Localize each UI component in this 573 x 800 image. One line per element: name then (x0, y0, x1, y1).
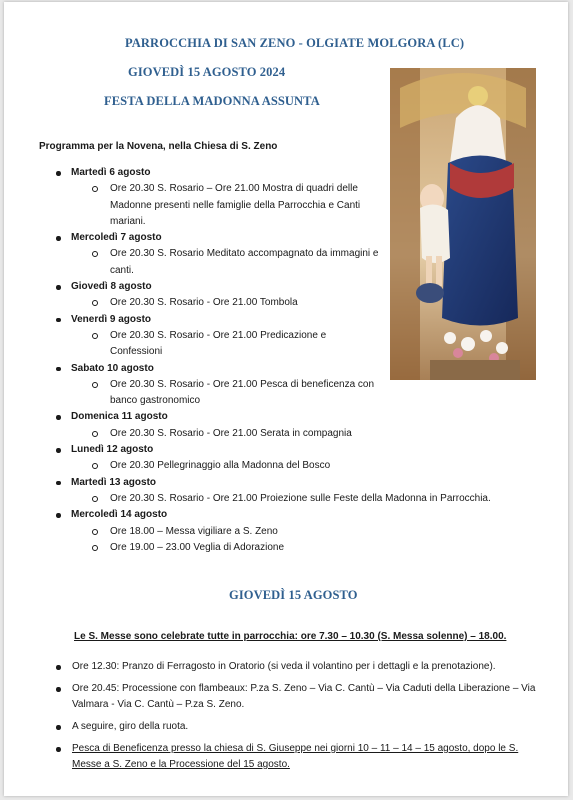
novena-day (56, 409, 526, 442)
novena-day (56, 475, 526, 508)
list-item: Pesca di Beneficenza presso la chiesa di S. Giuseppe nei giorni 10 – 11 – 14 – 15 agosto, dopo le S. Messe a S. Zeno e la Processione del 15 agosto. (56, 741, 546, 773)
novena-event: Ore 20.30 S. Rosario - Ore 21.00 Predicazione e Confessioni (56, 328, 370, 361)
novena-day (56, 507, 526, 556)
novena-list (56, 165, 526, 556)
novena-event: Ore 19.00 – 23.00 Veglia di Adorazione (56, 540, 526, 556)
novena-day (56, 442, 526, 475)
novena-day (56, 312, 526, 361)
masses-schedule: Le S. Messe sono celebrate tutte in parrocchia: ore 7.30 – 10.30 (S. Messa solenne) – 18.00. (74, 631, 507, 642)
novena-event: Ore 20.30 S. Rosario Meditato accompagnato da immagini e canti. (56, 246, 380, 279)
novena-day-label: Lunedì 12 agosto (56, 442, 526, 458)
novena-event: Ore 20.30 S. Rosario - Ore 21.00 Pesca di beneficenza con banco gastronomico (56, 377, 385, 410)
novena-day-label: Sabato 10 agosto (56, 361, 526, 377)
feast-heading: FESTA DELLA MADONNA ASSUNTA (104, 94, 320, 108)
novena-day-label: Domenica 11 agosto (56, 409, 526, 425)
novena-day (56, 279, 526, 312)
novena-event: Ore 20.30 S. Rosario - Ore 21.00 Serata in compagnia (56, 426, 526, 442)
novena-day (56, 230, 526, 279)
novena-day-label: Martedì 6 agosto (56, 165, 526, 181)
list-item: Ore 20.45: Processione con flambeaux: P.za S. Zeno – Via C. Cantù – Via Caduti della Liberazione – Via Valmara - Via C. Cantù – P.za S. Zeno. (56, 681, 546, 713)
novena-intro: Programma per la Novena, nella Chiesa di S. Zeno (39, 141, 278, 152)
list-item: Ore 12.30: Pranzo di Ferragosto in Oratorio (si veda il volantino per i dettagli e la prenotazione). (56, 659, 546, 675)
novena-event: Ore 20.30 Pellegrinaggio alla Madonna del Bosco (56, 458, 526, 474)
novena-day (56, 165, 526, 230)
date-heading: GIOVEDÌ 15 AGOSTO 2024 (128, 65, 286, 79)
novena-day-label: Giovedì 8 agosto (56, 279, 526, 295)
novena-day-label: Martedì 13 agosto (56, 475, 526, 491)
novena-event: Ore 20.30 S. Rosario - Ore 21.00 Proiezione sulle Feste della Madonna in Parrocchia. (56, 491, 526, 507)
novena-day-label: Mercoledì 14 agosto (56, 507, 526, 523)
feast-day-heading: GIOVEDÌ 15 AGOSTO (229, 588, 358, 602)
novena-day (56, 361, 526, 410)
list-item: A seguire, giro della ruota. (56, 719, 546, 735)
novena-event: Ore 20.30 S. Rosario - Ore 21.00 Tombola (56, 295, 385, 311)
novena-event: Ore 20.30 S. Rosario – Ore 21.00 Mostra di quadri delle Madonne presenti nelle famiglie della Parrocchia e Canti mariani. (56, 181, 385, 230)
novena-day-label: Mercoledì 7 agosto (56, 230, 526, 246)
flyer-page (4, 2, 568, 796)
feast-day-list (56, 659, 546, 779)
parish-heading: PARROCCHIA DI SAN ZENO - OLGIATE MOLGORA (LC) (125, 36, 465, 50)
novena-event: Ore 18.00 – Messa vigiliare a S. Zeno (56, 524, 526, 540)
novena-day-label: Venerdì 9 agosto (56, 312, 526, 328)
